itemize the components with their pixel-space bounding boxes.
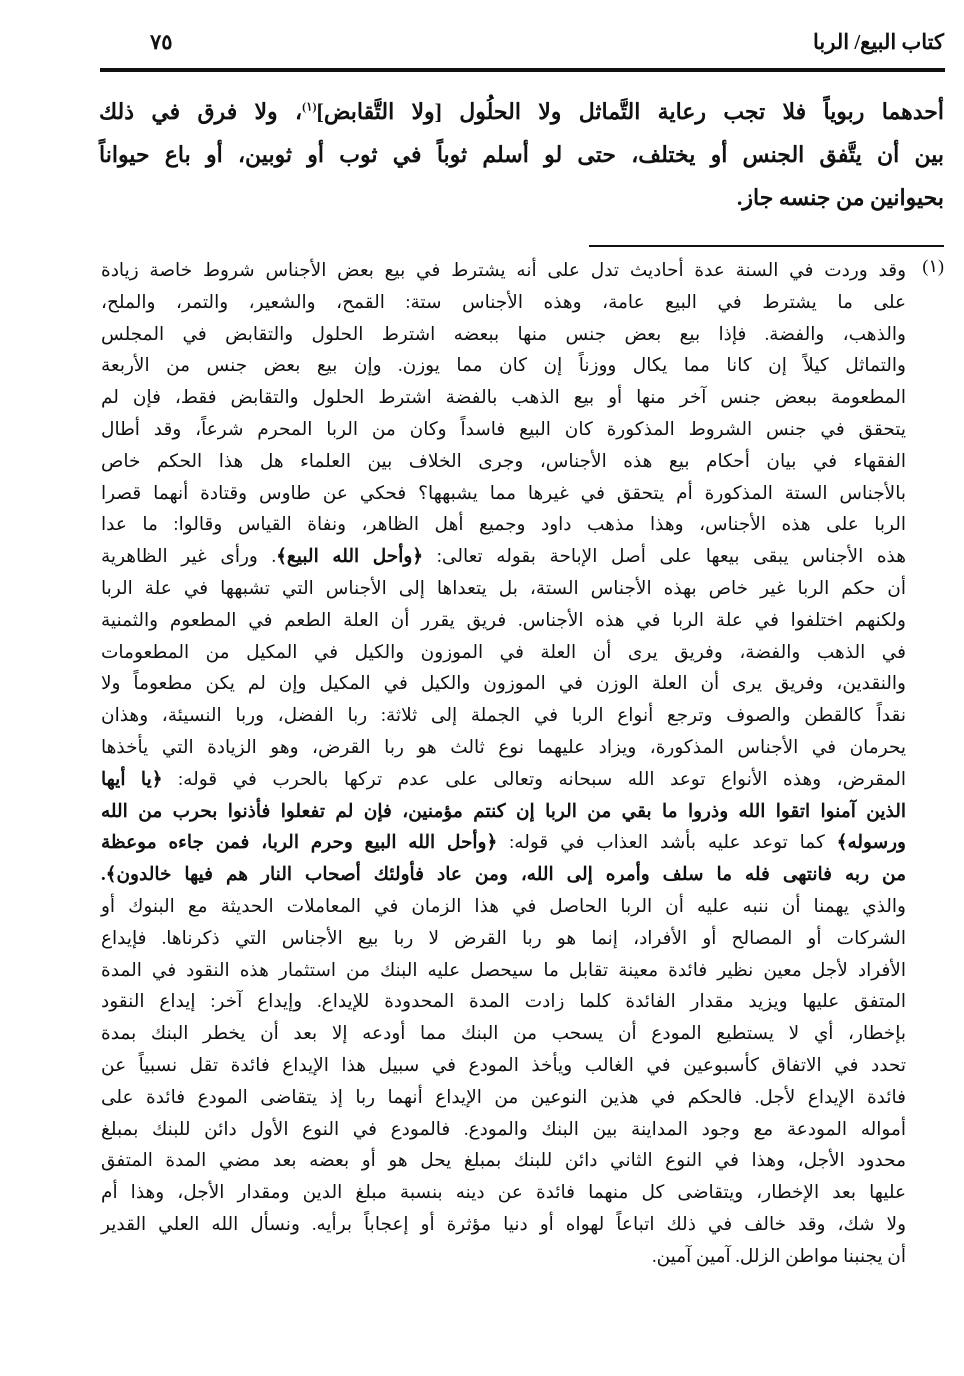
text-line xyxy=(101,1178,906,1210)
quran-quote: ﴿وأحل الله البيع وحرم الربا، فمن جاءه موعظة xyxy=(101,833,498,854)
text-line xyxy=(101,574,906,606)
text-segment: تحدد في الاتفاق كأسبوعين في الغالب ويأخذ المودع في سبيل هذا الإيداع فائدة تقل نسبياً عن xyxy=(101,1055,906,1076)
text-line xyxy=(101,542,906,574)
text-line xyxy=(101,1115,906,1147)
text-segment: بالأجناس الستة المذكورة أم يتحقق في غيرها مما يشبهها؟ فحكي عن طاوس وقتادة أنهما قصرا xyxy=(101,483,906,504)
text-line xyxy=(101,1210,906,1242)
text-segment: ولكنهم اختلفوا في علة الربا في هذه الأجناس. فريق يقرر أن العلة الطعم في المطعوم والثمنية xyxy=(101,610,906,631)
text-segment: أمواله المودعة مع وجود المداينة بين البنك والمودع. فالمودع في النوع الأول دائن للبنك بمبلغ xyxy=(101,1119,906,1140)
quran-quote: الذين آمنوا اتقوا الله وذروا ما بقي من الربا إن كنتم مؤمنين، فإن لم تفعلوا فأذنوا بحرب من الله xyxy=(101,801,906,822)
text-segment: بين أن يتَّفق الجنس أو يختلف، حتى لو أسلم ثوباً في ثوب أو ثوبين، أو باع حيواناً xyxy=(99,142,944,167)
text-segment: المتفق عليها ويزيد مقدار الفائدة كلما زادت المدة المحدودة للإيداع. وإيداع آخر: إيداع النقود xyxy=(101,992,906,1013)
text-line xyxy=(101,1019,906,1051)
quran-quote: من ربه فانتهى فله ما سلف وأمره إلى الله، ومن عاد فأولئك أصحاب النار هم فيها خالدون﴾. xyxy=(101,865,906,886)
text-segment: يتحقق في جنس الشروط المذكورة كان البيع فاسداً وكان من الربا المحرم شرعاً، وقد أطال xyxy=(101,419,906,440)
text-line xyxy=(101,733,906,765)
text-line xyxy=(101,1083,906,1115)
text-line xyxy=(101,828,906,860)
text-line xyxy=(101,606,906,638)
footnote-separator xyxy=(589,245,944,247)
text-segment: نقداً كالقطن والصوف وترجع أنواع الربا في الجملة إلى ثلاثة: ربا الفضل، وربا النسيئة، وهذان xyxy=(101,706,906,727)
quran-quote: ورسوله﴾ xyxy=(836,833,906,854)
text-line xyxy=(101,987,906,1019)
running-title: كتاب البيع/ الربا xyxy=(813,30,944,54)
text-segment: على ما يشترط في البيع عامة، وهذه الأجناس ستة: القمح، والشعير، والتمر، والملح، xyxy=(101,292,906,313)
quran-quote: ﴿يا أيها xyxy=(101,769,163,790)
footnote-marker: (١) xyxy=(922,256,944,276)
text-line xyxy=(101,479,906,511)
text-segment: والنقدين، وفريق يرى أن العلة الوزن في الموزون والكيل في المكيل وإن لم يكن مطعوماً ولا xyxy=(101,674,906,695)
text-line xyxy=(101,765,906,797)
text-line xyxy=(99,90,944,133)
text-line xyxy=(99,133,944,176)
text-segment: الربا على هذه الأجناس، وهذا مذهب داود وجميع أهل الظاهر، ونفاة القياس وقالوا: ما عدا xyxy=(101,515,906,536)
footnote-reference: (١) xyxy=(302,99,317,114)
text-line xyxy=(101,510,906,542)
text-segment: ولا شك، وقد خالف في ذلك اتباعاً لهواه أو دنيا مؤثرة أو إعجاباً برأيه. ونسأل الله العلي القدير xyxy=(101,1214,906,1235)
text-line xyxy=(101,956,906,988)
text-segment: والذي يهمنا أن ننبه عليه أن الربا الحاصل في هذا الزمان في المعاملات الحديثة مع البنوك أو xyxy=(101,896,906,917)
text-segment: ، ولا فرق في ذلك xyxy=(99,99,303,124)
text-line xyxy=(101,797,906,829)
page-number: ٧٥ xyxy=(150,30,173,54)
text-line xyxy=(101,288,906,320)
text-segment: عليها بعد الإخطار، ويتقاضى كل منهما فائدة عن دينه بنسبة مبلغ الدين ومقدار الأجل، وهذا أم xyxy=(101,1183,906,1204)
text-line xyxy=(101,1051,906,1083)
text-segment: والذهب، والفضة. فإذا بيع بعض جنس منها ببعضه اشترط الحلول والتقابض في المجلس xyxy=(101,324,906,345)
text-segment: محدود الأجل، وهذا في النوع الثاني دائن للبنك بمبلغ يحل هو أو بعضه بعد مضي المدة المتفق xyxy=(101,1151,906,1172)
main-text xyxy=(99,90,944,219)
text-line xyxy=(101,924,906,956)
quran-quote: ﴿وأحل الله البيع﴾ xyxy=(276,547,424,568)
text-line xyxy=(101,383,906,415)
text-segment: الأفراد لأجل معين نظير فائدة معينة تقابل ما سيحصل عليه البنك من استثمار هذه النقود في المدة xyxy=(101,960,906,981)
text-segment: المطعومة ببعض جنس آخر منها أو بيع الذهب بالفضة اشترط الحلول والتقابض فقط، فإن لم xyxy=(101,388,906,409)
text-segment: بإخطار، أي لا يستطيع المودع أن يسحب من البنك مما أودعه إلا بعد أن يخطر البنك بمدة xyxy=(101,1024,906,1045)
text-segment: كما توعد عليه بأشد العذاب في قوله: xyxy=(497,833,837,854)
text-segment: بحيوانين من جنسه جاز. xyxy=(736,185,944,210)
footnote-text xyxy=(101,256,906,1274)
text-line xyxy=(101,860,906,892)
text-line xyxy=(101,892,906,924)
text-segment: أحدهما ربوياً فلا تجب رعاية التَّماثل ولا الحلُول [ولا التَّقابض] xyxy=(316,99,944,124)
text-line xyxy=(101,669,906,701)
text-segment: الشركات أو المصالح أو الأفراد، إنما هو ربا القرض لا ربا بيع الأجناس التي ذكرناها. فإيداع xyxy=(101,928,906,949)
text-line xyxy=(101,320,906,352)
text-segment: أن يجنبنا مواطن الزلل. آمين آمين. xyxy=(651,1246,906,1267)
text-line xyxy=(101,256,906,288)
text-segment: . ورأى غير الظاهرية xyxy=(101,547,277,568)
text-segment: يحرمان في الأجناس المذكورة، ويزاد عليهما نوع ثالث هو ربا القرض، وهو الزيادة التي يأخذها xyxy=(101,737,906,758)
text-line xyxy=(101,638,906,670)
text-segment: المقرض، وهذه الأنواع توعد الله سبحانه وتعالى على عدم تركها بالحرب في قوله: xyxy=(162,769,906,790)
text-line xyxy=(101,447,906,479)
text-line xyxy=(99,176,944,219)
text-line xyxy=(101,351,906,383)
text-line xyxy=(101,701,906,733)
text-segment: وقد وردت في السنة عدة أحاديث تدل على أنه يشترط في بيع بعض الأجناس شروط خاصة زيادة xyxy=(101,261,906,281)
text-segment: والتماثل كيلاً إن كانا مما يكال ووزناً إن كان مما يوزن. وإن بيع بعض جنس من الأربعة xyxy=(101,356,906,377)
text-segment: أن حكم الربا غير خاص بهذه الأجناس الستة، بل يتعداها إلى الأجناس التي تشبهها في علة الربا xyxy=(101,578,906,599)
header-rule xyxy=(100,68,945,72)
text-segment: في الذهب والفضة، وفريق يرى أن العلة في الموزون والكيل في المكيل من المطعومات xyxy=(101,642,906,663)
text-line xyxy=(101,1146,906,1178)
text-segment: هذه الأجناس يبقى بيعها على أصل الإباحة بقوله تعالى: xyxy=(423,547,906,568)
text-segment: فائدة الإيداع لأجل. فالحكم في هذين النوعين من الإيداع أنهما ربا إذ يتقاضى المودع فائدة على xyxy=(101,1087,906,1108)
text-segment: الفقهاء في بيان أحكام بيع هذه الأجناس، وجرى الخلاف بين العلماء هل هذا الحكم خاص xyxy=(101,451,906,472)
text-line xyxy=(101,415,906,447)
text-line xyxy=(101,1242,906,1274)
